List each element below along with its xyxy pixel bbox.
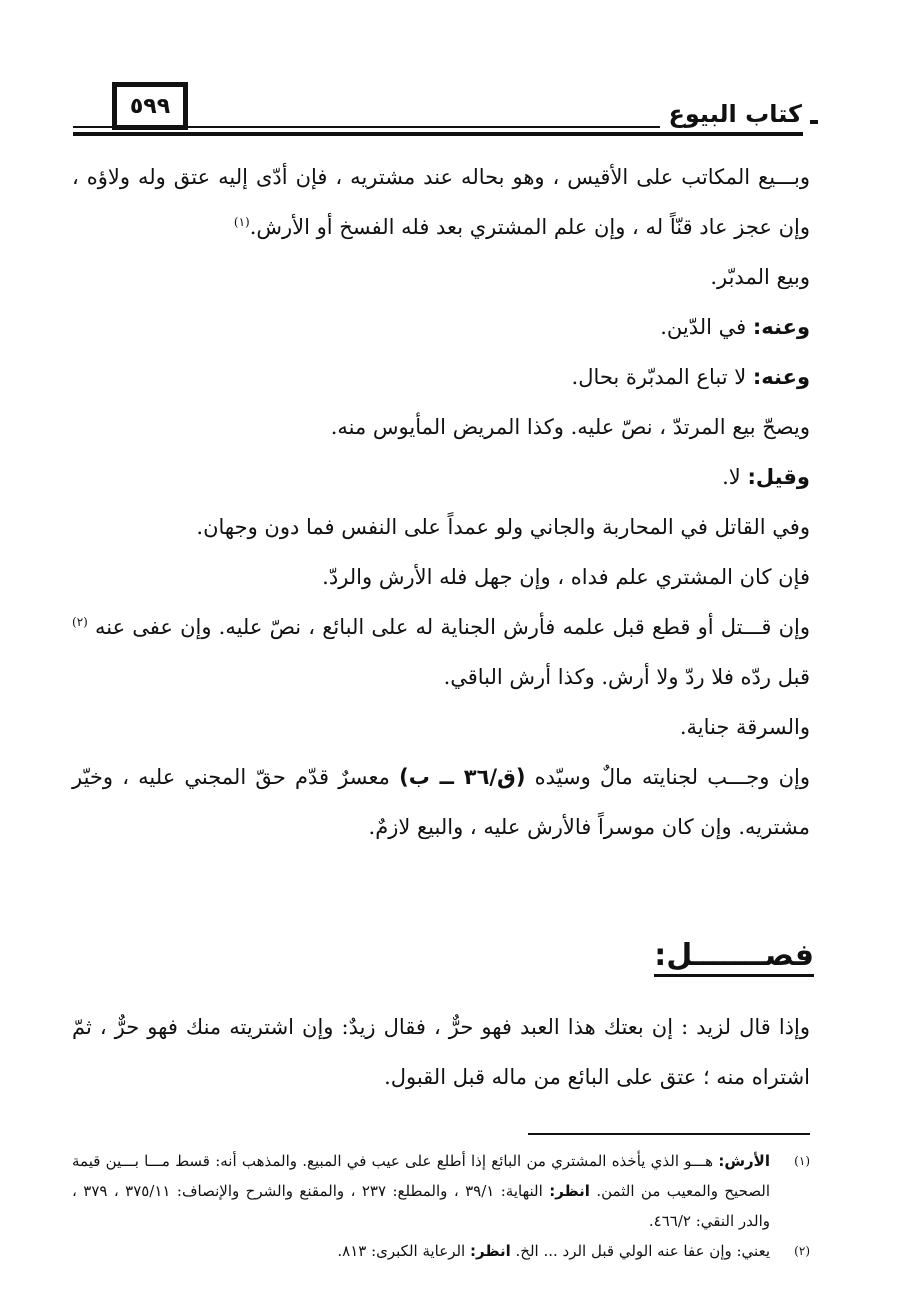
header-rule-bottom — [73, 132, 803, 136]
running-title: كتاب البيوع — [660, 100, 810, 128]
paragraph: وإن قـــتل أو قطع قبل علمه فأرش الجناية له على البائع ، نصّ عليه. وإن عفى عنه $^{(٢)}$ قبل ردّه فلا ردّ ولا أرش. وكذا أرش الباقي. — [72, 615, 810, 689]
footnote-ref[interactable]: (٢) — [72, 615, 88, 629]
paragraph: وعنه: لا تباع المدبّرة بحال. — [571, 365, 810, 389]
footnotes — [72, 1146, 810, 1266]
paragraph: وبيع المدبّر. — [710, 265, 810, 289]
paragraph: والسرقة جناية. — [679, 715, 810, 739]
footnote — [72, 1146, 810, 1236]
section-heading-underline — [654, 974, 814, 977]
paragraph: ويصحّ بيع المرتدّ ، نصّ عليه. وكذا المريض المأيوس منه. — [330, 415, 810, 439]
footnote — [72, 1236, 810, 1266]
paragraph: وبـــيع المكاتب على الأقيس ، وهو بحاله عند مشتريه ، فإن أدّى إليه عتق وله ولاؤه ، وإن عجز عاد قنّاً له ، وإن علم المشتري بعد فله الفسخ أو الأرش.$^{(١)}$ — [72, 165, 810, 239]
section-text — [72, 1002, 810, 1102]
footnote-separator — [528, 1133, 810, 1135]
page-number: ٥٩٩ — [112, 82, 188, 130]
footnote-text: الأرش: هـــو الذي يأخذه المشتري من البائع إذا أطلع على عيب في المبيع. والمذهب أنه: قسط مـــا بـــين قيمة الصحيح والمعيب من الثمن. انظر: النهاية: ٣٩/١ ، والمطلع: ٢٣٧ ، والمقنع والشرح والإنصاف: ٣٧٥/١١ ، ٣٧٩ ، والدر النقي: ٤٦٦/٢. — [72, 1152, 771, 1230]
manuscript-reference: (ق/٣٦ ــ ب) — [399, 765, 526, 789]
paragraph: وعنه: في الدّين. — [660, 315, 810, 339]
paragraph: وإن وجـــب لجنايته مالٌ وسيّده (ق/٣٦ ــ ب) معسرٌ قدّم حقّ المجني عليه ، وخيّر مشتريه. وإن كان موسراً فالأرش عليه ، والبيع لازمٌ. — [72, 765, 810, 839]
paragraph: وقيل: لا. — [722, 465, 810, 489]
footnote-text: يعني: وإن عفا عنه الولي قبل الرد ... الخ. انظر: الرعاية الكبرى: ٨١٣. — [337, 1242, 770, 1260]
footnote-number: (١) — [794, 1154, 810, 1168]
main-text — [72, 152, 810, 852]
footnote-ref[interactable]: (١) — [233, 215, 250, 229]
section-heading: فصـــــــل: — [654, 938, 814, 973]
paragraph: وفي القاتل في المحاربة والجاني ولو عمداً على النفس فما دون وجهان. — [196, 515, 810, 539]
footnote-number: (٢) — [794, 1244, 810, 1258]
paragraph: فإن كان المشتري علم فداه ، وإن جهل فله الأرش والردّ. — [322, 565, 810, 589]
paragraph: وإذا قال لزيد : إن بعتك هذا العبد فهو حرٌّ ، فقال زيدٌ: وإن اشتريته منك فهو حرٌّ ، ثمّ اشتراه منه ؛ عتق على البائع من ماله قبل القبول. — [72, 1015, 810, 1089]
